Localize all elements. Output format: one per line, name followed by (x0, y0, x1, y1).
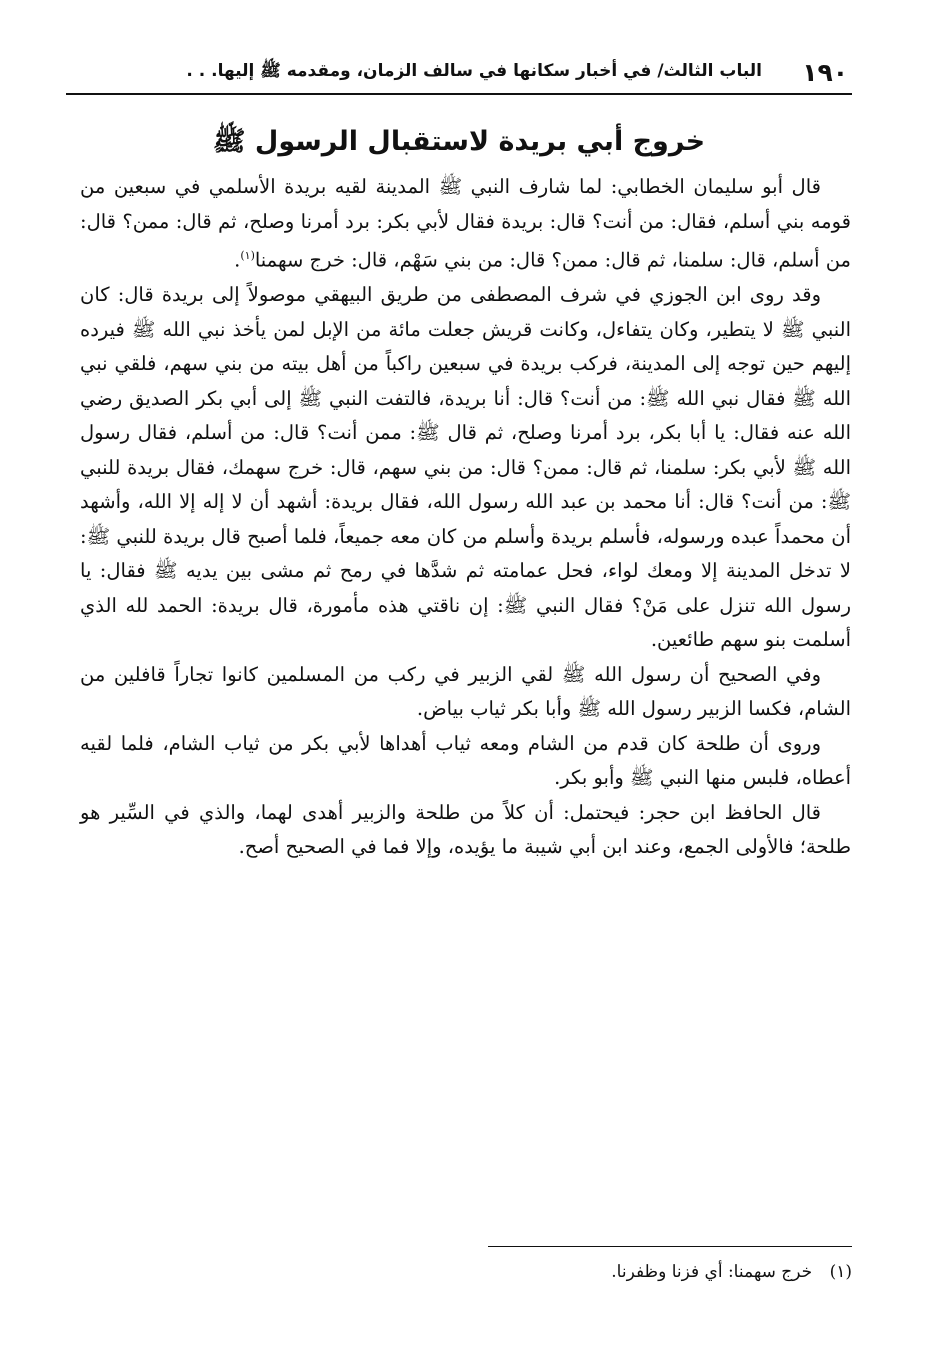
footnote-marker: (١) (829, 1262, 852, 1282)
paragraph: وروى أن طلحة كان قدم من الشام ومعه ثياب أهداها لأبي بكر من ثياب الشام، فلما لقيه أعطاه، فلبس منها النبي ﷺ وأبو بكر. (80, 731, 851, 789)
paragraph-text: قال أبو سليمان الخطابي: لما شارف النبي ﷺ المدينة لقيه بريدة الأسلمي في سبعين من قومه بني أسلم، فقال: من أنت؟ قال: بريدة فقال لأبي بكر: برد أمرنا وصلح، ثم قال: ممن؟ قال: من أسلم، قال: سلمنا، ثم قال: ممن؟ قال: من بني سَهْم، قال: خرج سهمنا (80, 175, 851, 272)
footnote-rule (488, 1246, 852, 1247)
paragraph: وقد روى ابن الجوزي في شرف المصطفى من طريق البيهقي موصولاً إلى بريدة قال: كان النبي ﷺ لا يتطير، وكان يتفاءل، وكانت قريش جعلت مائة من الإبل لمن يأخذ نبي الله ﷺ فيرده إليهم حين توجه إلى المدينة، فركب بريدة في سبعين راكباً من أهل بيته من بني سهم، فلقي نبي الله ﷺ فقال نبي الله ﷺ: من أنت؟ قال: أنا بريدة، فالتفت النبي ﷺ إلى أبي بكر الصديق رضي الله عنه فقال: يا أبا بكر، برد أمرنا وصلح، ثم قال ﷺ: ممن أنت؟ قال: من أسلم، فقال رسول الله ﷺ لأبي بكر: سلمنا، ثم قال: ممن؟ قال: من بني سهم، قال: خرج سهمك، فقال بريدة للنبي ﷺ: من أنت؟ قال: أنا محمد بن عبد الله رسول الله، فقال بريدة: أشهد أن لا إله إلا الله، وأشهد أن محمداً عبده ورسوله، فأسلم بريدة وأسلم من كان معه جميعاً، فلما أصبح قال بريدة للنبي ﷺ: لا تدخل المدينة إلا ومعك لواء، فحل عمامته ثم شدَّها في رمح ثم مشى بين يديه ﷺ فقال: يا رسول الله تنزل على مَنْ؟ فقال النبي ﷺ: إن ناقتي هذه مأمورة، قال بريدة: الحمد لله الذي أسلمت بنو سهم طائعين. (80, 283, 851, 651)
footnote-text: خرج سهمنا: أي فزنا وظفرنا. (611, 1262, 813, 1282)
footnote-reference: (١) (240, 249, 255, 262)
paragraph: وفي الصحيح أن رسول الله ﷺ لقي الزبير في ركب من المسلمين كانوا تجاراً قافلين من الشام، فكسا الزبير رسول الله ﷺ وأبا بكر ثياب بياض. (80, 662, 851, 720)
running-header (66, 54, 852, 94)
footnote (380, 1262, 852, 1282)
page-number: ١٩٠ (802, 58, 848, 87)
paragraph-end: . (234, 248, 241, 272)
header-rule (66, 93, 852, 95)
paragraph: قال الحافظ ابن حجر: فيحتمل: أن كلاً من طلحة والزبير أهدى لهما، والذي في السِّير هو طلحة؛ فالأولى الجمع، وعند ابن أبي شيبة ما يؤيده، وإلا فما في الصحيح أصح. (80, 800, 851, 858)
paragraph (80, 170, 851, 278)
body-text (80, 170, 851, 865)
section-title: خروج أبي بريدة لاستقبال الرسول ﷺ (212, 126, 706, 157)
running-title: الباب الثالث/ في أخبار سكانها في سالف الزمان، ومقدمه ﷺ إليها. . . (186, 61, 762, 81)
